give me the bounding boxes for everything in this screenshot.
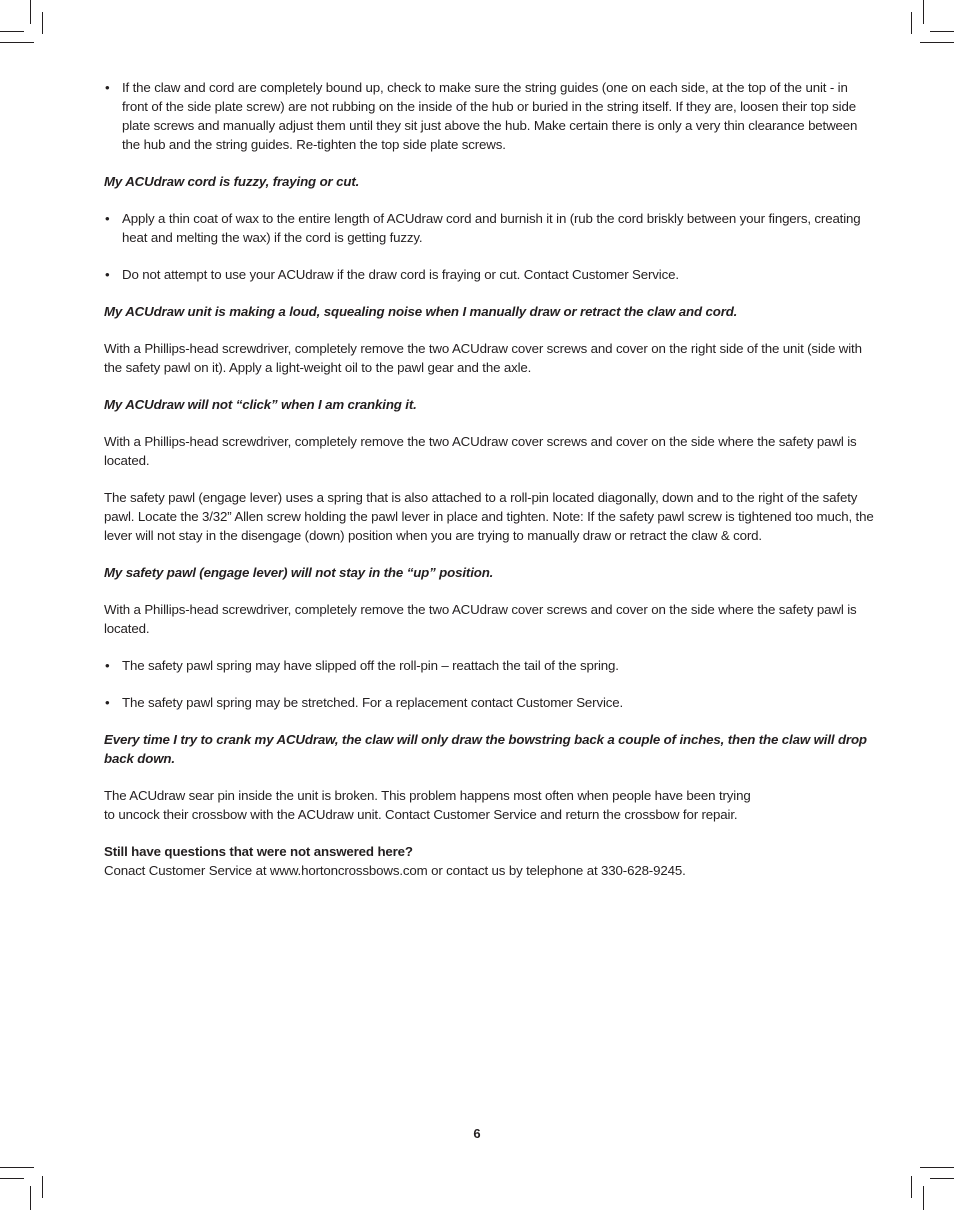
crop-mark-bottom-right-h [920,1167,954,1168]
heading-squealing-noise: My ACUdraw unit is making a loud, squealing noise when I manually draw or retract the claw and cord. [104,304,738,319]
bullet-text: Do not attempt to use your ACUdraw if the draw cord is fraying or cut. Contact Customer Service. [122,267,679,282]
paragraph-pawl-up: With a Phillips-head screwdriver, completely remove the two ACUdraw cover screws and cover on the side where the safety pawl is located. [104,602,857,636]
paragraph-sear-pin-line-2: to uncock their crossbow with the ACUdraw unit. Contact Customer Service and return the crossbow for repair. [104,807,738,822]
crop-mark-bottom-left-v2 [30,1186,31,1210]
crop-mark-top-right-h [930,31,954,32]
bullet-string-guides [104,78,874,154]
bullet-text: Apply a thin coat of wax to the entire length of ACUdraw cord and burnish it in (rub the cord briskly between your fingers, creating heat and melting the wax) if the cord is getting fuzzy. [122,211,861,245]
crop-mark-top-left-h [0,31,24,32]
bullet-dot: • [105,695,110,710]
closing-contact [104,842,874,880]
crop-mark-bottom-left-v [42,1176,43,1198]
paragraph-no-click-1: With a Phillips-head screwdriver, completely remove the two ACUdraw cover screws and cover on the side where the safety pawl is located. [104,434,857,468]
paragraph-sear-pin [104,786,874,824]
paragraph-squealing-fix: With a Phillips-head screwdriver, completely remove the two ACUdraw cover screws and cover on the right side of the unit (side with the safety pawl on it). Apply a light-weight oil to the pawl gear and the axle. [104,341,862,375]
bullet-text: If the claw and cord are completely bound up, check to make sure the string guides (one on each side, at the top of the unit - in front of the side plate screw) are not rubbing on the inside of the hub or buried in the string itself. If they are, loosen their top side plate screws and manually adjust them until they sit just above the hub. Make certain there is only a very thin clearance between the hub and the string guides. Re-tighten the top side plate screws. [122,80,858,152]
crop-mark-bottom-right-h2 [930,1178,954,1179]
bullet-roll-pin [104,656,874,675]
closing-text: Conact Customer Service at www.hortoncrossbows.com or contact us by telephone at 330-628-9245. [104,863,686,878]
bullet-text: The safety pawl spring may be stretched. For a replacement contact Customer Service. [122,695,624,710]
heading-pawl-up: My safety pawl (engage lever) will not stay in the “up” position. [104,565,494,580]
crop-mark-top-right-v2 [911,12,912,34]
heading-no-click: My ACUdraw will not “click” when I am cranking it. [104,397,417,412]
bullet-wax-cord [104,209,874,247]
crop-mark-top-right-v [923,0,924,24]
paragraph-no-click-2: The safety pawl (engage lever) uses a spring that is also attached to a roll-pin located diagonally, down and to the right of the safety pawl. Locate the 3/32” Allen screw holding the pawl lever in place and tighten. Note: If the safety pawl screw is tightened too much, the lever will not stay in the disengage (down) position when you are trying to manually draw or retract the claw & cord. [104,490,874,543]
bullet-dot: • [105,658,110,673]
page-number: 6 [473,1126,481,1141]
troubleshooting-content [104,78,874,880]
crop-mark-bottom-right-v [911,1176,912,1198]
bullet-dot: • [105,211,110,226]
bullet-cord-fraying [104,265,874,284]
heading-claw-drops: Every time I try to crank my ACUdraw, the claw will only draw the bowstring back a couple of inches, then the claw will drop back down. [104,732,867,766]
bullet-dot: • [105,80,110,95]
bullet-dot: • [105,267,110,282]
crop-mark-top-left-v2 [42,12,43,34]
crop-mark-top-right-h2 [920,42,954,43]
crop-mark-bottom-left-h2 [0,1178,24,1179]
heading-cord-fuzzy: My ACUdraw cord is fuzzy, fraying or cut. [104,174,360,189]
bullet-text: The safety pawl spring may have slipped off the roll-pin – reattach the tail of the spring. [122,658,619,673]
paragraph-sear-pin-line-1: The ACUdraw sear pin inside the unit is broken. This problem happens most often when people have been trying [104,788,751,803]
bullet-spring-stretched [104,693,874,712]
crop-mark-bottom-right-v2 [923,1186,924,1210]
crop-mark-top-left-h2 [0,42,34,43]
closing-heading: Still have questions that were not answered here? [104,844,413,859]
crop-mark-top-left-v [30,0,31,24]
crop-mark-bottom-left-h [0,1167,34,1168]
